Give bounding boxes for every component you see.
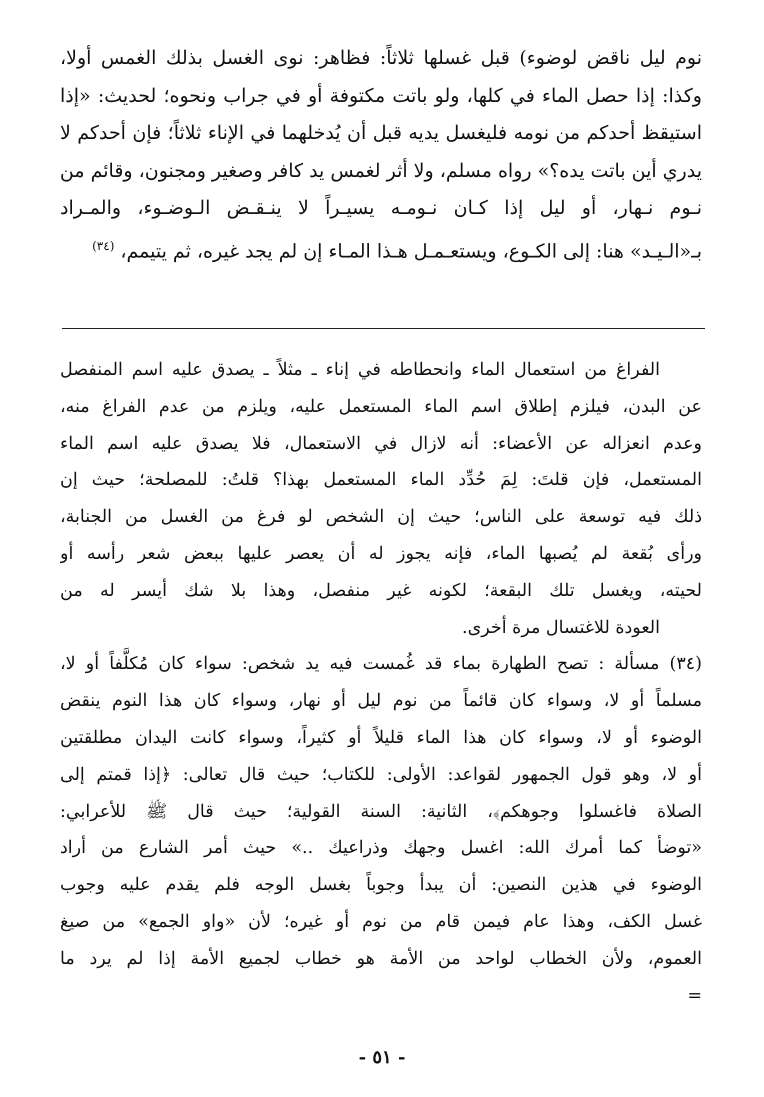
page-number: - ٥١ - xyxy=(358,1047,406,1068)
footnote-line: وعدم انعزاله عن الأعضاء: أنه لازال في الاستعمال، فلا يصدق عليه اسم الماء xyxy=(60,433,702,454)
footnote-line: الوضوء في هذين النصين: أن يبدأ وجوباً بغسل الوجه فلم يقدم عليه وجوب xyxy=(60,875,702,896)
footnote-separator xyxy=(62,328,705,329)
footnote-line: العموم، ولأن الخطاب لواحد من الأمة هو خطاب لجميع الأمة إذا لم يرد ما xyxy=(60,948,702,969)
footnote-line: ذلك فيه توسعة على الناس؛ حيث إن الشخص لو فرغ من الغسل من الجنابة، xyxy=(60,507,702,528)
footnote-line: ورأى بُقعة لم يُصبها الماء، فإنه يجوز له أن يعصر عليها ببعض شعر رأسه أو xyxy=(60,543,702,564)
footnote-marker: (٣٤) xyxy=(92,238,115,253)
main-line: يدري أين باتت يده؟» رواه مسلم، ولا أثر لغمس يد كافر وصغير ومجنون، وقائم من xyxy=(60,159,702,182)
footnote-line xyxy=(60,646,702,683)
main-line: نـوم نـهار، أو ليل إذا كـان نـومـه يسيـراً لا ينـقـض الـوضـوء، والمـراد xyxy=(60,197,702,219)
main-text-block xyxy=(60,40,702,270)
footnote-line: أو لا، وهو قول الجمهور لقواعد: الأولى: للكتاب؛ حيث قال تعالى: ﴿إذا قمتم إلى xyxy=(60,764,702,785)
footnote-line: لحيته، ويغسل تلك البقعة؛ لكونه غير منفصل، وهذا بلا شك أيسر له من xyxy=(60,580,702,601)
footnote-line: مسلماً أو لا، وسواء كان قائماً من نوم ليل أو نهار، وسواء كان هذا النوم ينقض xyxy=(60,691,702,712)
footnote-line: غسل الكف، وهذا عام فيمن قام من نوم أو غيره؛ لأن «واو الجمع» من صيغ xyxy=(60,911,702,932)
main-line: وكذا: إذا حصل الماء في كلها، ولو باتت مكتوفة أو في جراب ونحوه؛ لحديث: «إذا xyxy=(60,84,702,107)
main-line: استيقظ أحدكم من نومه فليغسل يديه قبل أن يُدخلهما في الإناء ثلاثاً؛ فإن أحدكم لا xyxy=(60,122,702,144)
footnote-line: المستعمل، فإن قلتَ: لِمَ حُدِّد الماء المستعمل بهذا؟ قلتُ: للمصلحة؛ حيث إن xyxy=(60,470,702,491)
footnotes-block xyxy=(60,352,702,1014)
footnote-line: العودة للاغتسال مرة أخرى. xyxy=(462,617,660,638)
main-line-text: بـ«الـيـد» هنا: إلى الكـوع، ويستعـمـل هـذا المـاء إن لم يجد غيره، ثم يتيمم، xyxy=(120,239,702,262)
footnote-line: الفراغ من استعمال الماء وانحطاطه في إناء ـ مثلاً ـ يصدق عليه اسم المنفصل xyxy=(60,360,660,380)
main-line xyxy=(60,228,702,271)
main-line: نوم ليل ناقض لوضوء) قبل غسلها ثلاثاً: فظاهر: نوى الغسل بذلك الغمس أولا، xyxy=(60,47,702,69)
footnote-number: (٣٤) xyxy=(669,654,702,675)
footnote-line: «توضأ كما أمرك الله: اغسل وجهك وذراعيك ..» حيث أمر الشارع من أراد xyxy=(60,838,702,859)
footnote-continuation-mark: = xyxy=(687,985,702,1006)
footnote-line: عن البدن، فيلزم إطلاق اسم الماء المستعمل عليه، ويلزم من عدم الفراغ منه، xyxy=(60,396,702,417)
footnote-line: الوضوء أو لا، وسواء كان هذا الماء قليلاً أو كثيراً، وسواء كانت اليدان مطلقتين xyxy=(60,727,702,748)
footnote-line: الصلاة فاغسلوا وجوهكم﴾، الثانية: السنة القولية؛ حيث قال ﷺ للأعرابي: xyxy=(60,801,702,822)
footnote-first-text: مسألة : تصح الطهارة بماء قد غُمست فيه يد شخص: سواء كان مُكلَّفاً أو لا، xyxy=(60,654,660,675)
